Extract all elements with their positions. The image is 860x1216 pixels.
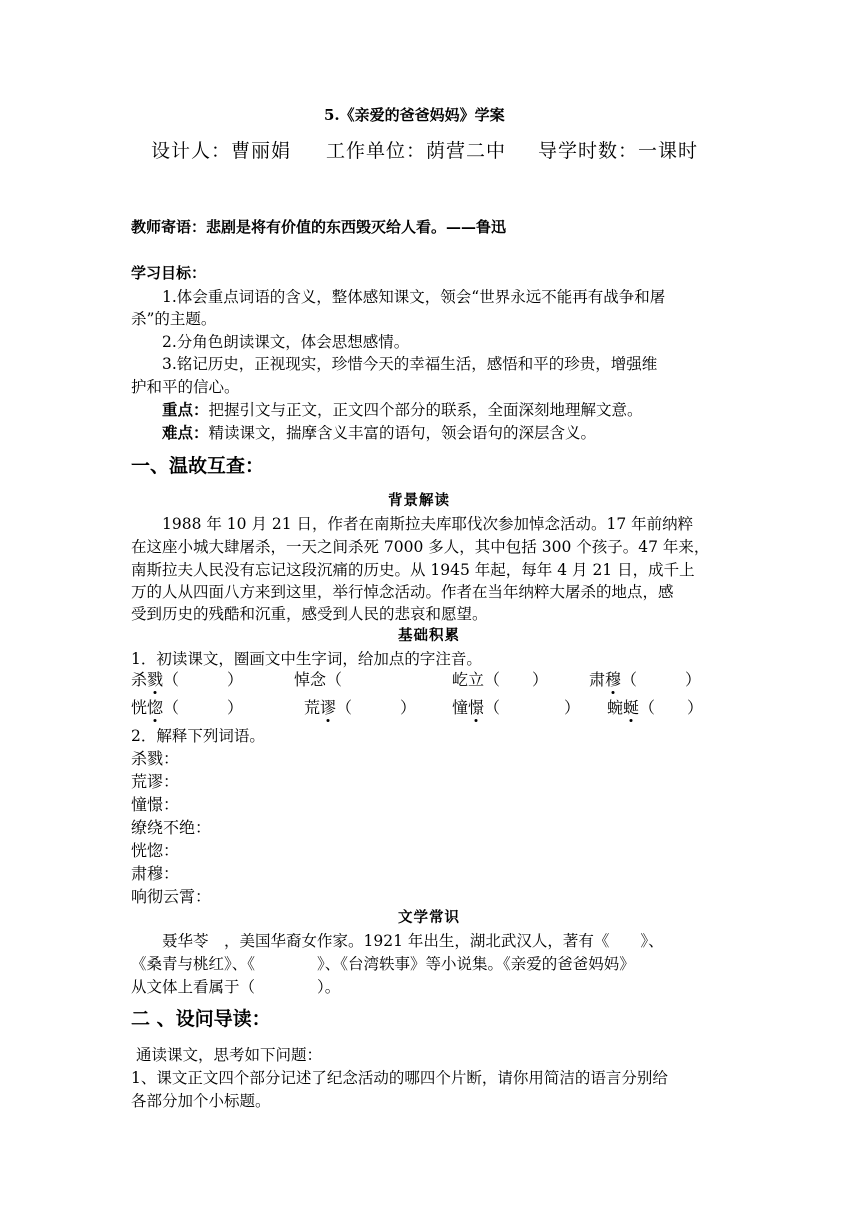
background-line: 万的人从四面八方来到这里，举行悼念活动。作者在当年纳粹大屠杀的地点，感 — [131, 583, 674, 601]
background-line: 1988 年 10 月 21 日，作者在南斯拉夫库耶伐次参加悼念活动。17 年前纳粹 — [162, 515, 694, 533]
term-item: 恍惚： — [131, 841, 180, 860]
background-line: 南斯拉夫人民没有忘记这段沉痛的历史。从 1945 年起，每年 4 月 21 日，成千上 — [131, 561, 695, 579]
section-1-heading: 一、温故互查： — [131, 455, 265, 477]
goal-line: 3.铭记历史，正视现实，珍惜今天的幸福生活，感悟和平的珍贵，增强维 — [162, 355, 658, 373]
goal-line: 1.体会重点词语的含义，整体感知课文，领会“世界永远不能再有战争和屠 — [162, 288, 666, 306]
section-2-intro: 通读课文，思考如下问题： — [136, 1046, 323, 1064]
vocab-item: 蜿蜒（ ） — [607, 698, 704, 717]
term-item: 肃穆： — [131, 864, 180, 883]
difficult-point-text: 精读课文，揣摩含义丰富的语句，领会语句的深层含义。 — [208, 424, 597, 442]
key-point-text: 把握引文与正文，正文四个部分的联系，全面深刻地理解文意。 — [208, 401, 643, 419]
key-point-label: 重点： — [162, 400, 209, 419]
designer-info: 设计人：曹丽娟 — [151, 140, 292, 162]
vocab-item: 肃穆（ ） — [589, 670, 702, 689]
background-title: 背景解读 — [388, 492, 450, 509]
page-title: 5.《亲爱的爸爸妈妈》学案 — [324, 106, 505, 124]
literary-line: 从文体上看属于（ ）。 — [131, 978, 341, 996]
goals-heading: 学习目标： — [131, 264, 207, 282]
term-item: 响彻云霄： — [131, 887, 212, 906]
background-line: 在这座小城大肆屠杀，一天之间杀死 7000 多人，其中包括 300 个孩子。47 年来， — [131, 538, 710, 556]
key-point — [162, 399, 643, 421]
unit-info: 工作单位：荫营二中 — [326, 140, 507, 162]
vocab-item: 屹立（ ） — [452, 670, 549, 689]
teacher-motto: 教师寄语：悲剧是将有价值的东西毁灭给人看。——鲁迅 — [131, 218, 507, 236]
term-item: 缭绕不绝： — [131, 818, 212, 837]
vocab-item: 荒谬（ ） — [304, 698, 417, 717]
vocab-item: 恍惚（ ） — [131, 698, 244, 717]
term-item: 憧憬： — [131, 795, 180, 814]
vocab-item: 憧憬（ ） — [452, 698, 581, 717]
literary-line: 聂华苓 ，美国华裔女作家。1921 年出生，湖北武汉人，著有《 》、 — [162, 932, 664, 950]
guide-question-line: 1、课文正文四个部分记述了纪念活动的哪四个片断，请你用简洁的语言分别给 — [131, 1069, 668, 1087]
background-line: 受到历史的残酷和沉重，感受到人民的悲哀和愿望。 — [131, 605, 488, 623]
guide-question-line: 各部分加个小标题。 — [131, 1092, 271, 1110]
question-2: 2．解释下列词语。 — [131, 727, 265, 745]
difficult-point-label: 难点： — [162, 423, 209, 442]
term-item: 荒谬： — [131, 772, 180, 791]
class-hours-info: 导学时数：一课时 — [538, 140, 699, 162]
goal-line: 杀”的主题。 — [131, 310, 217, 328]
vocab-item: 悼念（ — [294, 670, 343, 689]
basic-accumulation-title: 基础积累 — [398, 627, 460, 644]
goal-line: 护和平的信心。 — [131, 378, 240, 396]
literary-line: 《桑青与桃红》、《 》、《台湾轶事》等小说集。《亲爱的爸爸妈妈》 — [131, 955, 635, 973]
vocab-item: 杀戮（ ） — [131, 670, 244, 689]
question-1: 1．初读课文，圈画文中生字词，给加点的字注音。 — [131, 650, 482, 668]
section-2-heading: 二 、设问导读： — [131, 1008, 271, 1030]
literary-knowledge-title: 文学常识 — [398, 909, 460, 926]
goal-line: 2.分角色朗读课文，体会思想感情。 — [162, 333, 410, 351]
difficult-point — [162, 422, 596, 444]
term-item: 杀戮： — [131, 749, 180, 768]
